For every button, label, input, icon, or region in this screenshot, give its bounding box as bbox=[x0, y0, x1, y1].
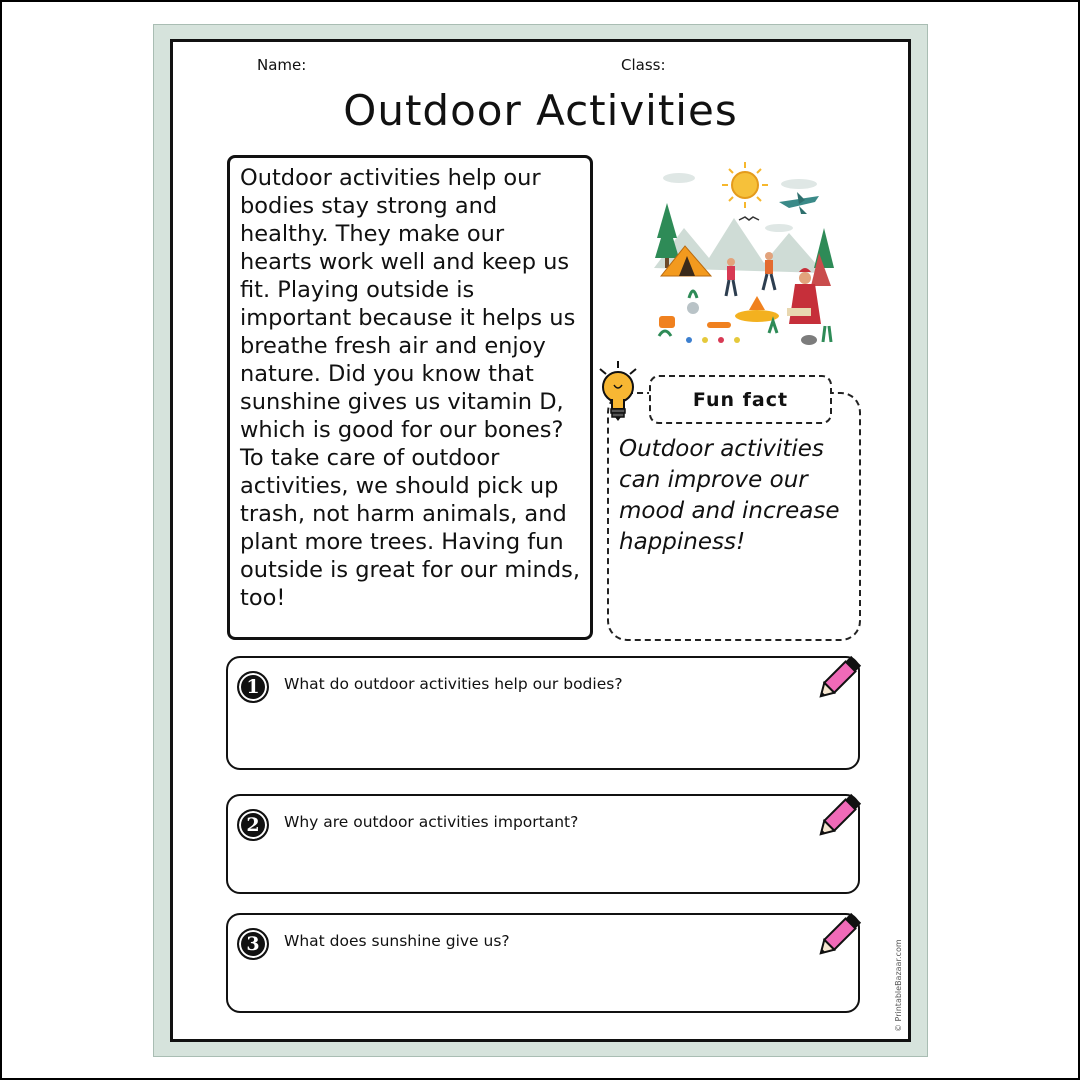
passage-text: Outdoor activities help our bodies stay strong and healthy. They make our hearts work well and keep us fit. Playing outside is important because it helps us breathe fresh air and enjoy nature. Did you know that sunshine gives us vitamin D, which is good for our bones? To take care of outdoor activities, we should pick up trash, not harm animals, and plant more trees. Having fun outside is great for our minds, too! bbox=[240, 165, 580, 611]
question-number-1: 1 bbox=[237, 671, 269, 703]
reading-passage bbox=[227, 155, 593, 640]
page-title: Outdoor Activities bbox=[343, 86, 738, 135]
question-number-2: 2 bbox=[237, 809, 269, 841]
fun-fact-label: Fun fact bbox=[649, 375, 832, 424]
question-box-3[interactable] bbox=[226, 913, 860, 1013]
question-text-1: What do outdoor activities help our bodies? bbox=[284, 675, 623, 693]
pencil-icon bbox=[816, 649, 868, 701]
question-number-3: 3 bbox=[237, 928, 269, 960]
outdoor-camping-illustration bbox=[649, 158, 837, 350]
question-text-3: What does sunshine give us? bbox=[284, 932, 510, 950]
question-box-2[interactable] bbox=[226, 794, 860, 894]
class-label: Class: bbox=[621, 56, 666, 74]
fun-fact-text: Outdoor activities can improve our mood and increase happiness! bbox=[619, 436, 840, 555]
question-text-2: Why are outdoor activities important? bbox=[284, 813, 579, 831]
pencil-icon bbox=[816, 787, 868, 839]
name-label: Name: bbox=[257, 56, 307, 74]
lightbulb-icon bbox=[594, 359, 642, 423]
pencil-icon bbox=[816, 906, 868, 958]
copyright-notice: © PrintableBazaar.com bbox=[894, 939, 903, 1032]
question-box-1[interactable] bbox=[226, 656, 860, 770]
